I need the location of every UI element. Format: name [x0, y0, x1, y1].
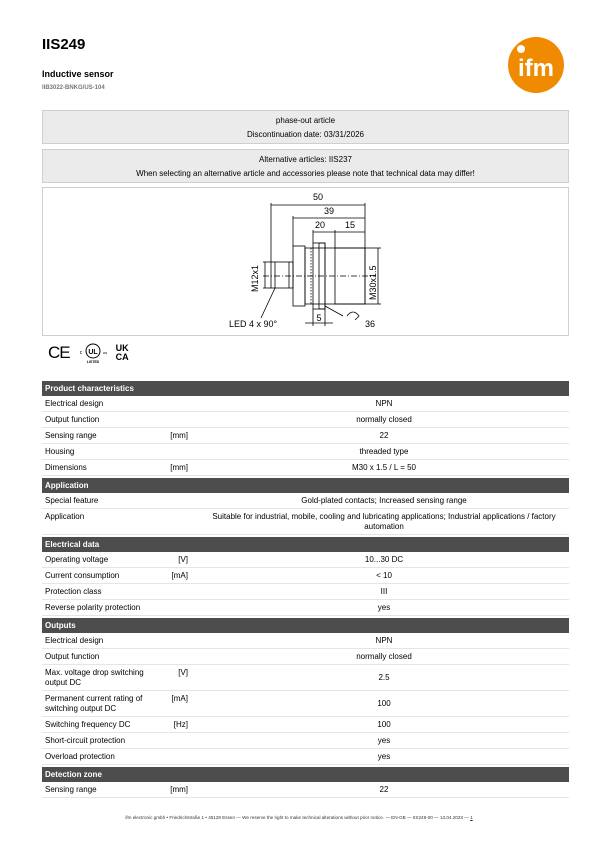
alternative-articles[interactable]: Alternative articles: IIS237	[259, 155, 352, 164]
spec-value: < 10	[376, 571, 392, 580]
alternative-note: When selecting an alternative article and accessories please note that technical data may differ!	[136, 169, 475, 178]
spec-row	[42, 460, 569, 476]
ce-mark: CE	[48, 343, 70, 362]
spec-row	[42, 665, 569, 691]
spec-unit: [V]	[178, 555, 188, 564]
spec-row	[42, 444, 569, 460]
article-number: IIB3022-BNKG/US-104	[42, 85, 105, 91]
spec-row	[42, 428, 569, 444]
ul-listed-mark	[78, 342, 108, 364]
spec-label: Electrical design	[45, 636, 104, 645]
spec-unit	[162, 749, 189, 764]
product-title: IIS249	[42, 36, 86, 53]
spec-value: normally closed	[356, 415, 412, 424]
spec-label: Reverse polarity protection	[45, 603, 141, 612]
wrench-icon	[347, 312, 359, 320]
spec-label: Output function	[45, 652, 100, 661]
section-header: Product characteristics	[42, 381, 569, 396]
dim-5: 5	[316, 313, 322, 323]
spec-label: Sensing range	[45, 431, 97, 440]
dim-50: 50	[312, 192, 324, 202]
dim-m12: M12x1	[250, 264, 260, 292]
dim-36: 36	[365, 319, 376, 329]
dim-20: 20	[314, 220, 326, 230]
dimension-drawing	[42, 187, 569, 336]
spec-label: Short-circuit protection	[45, 736, 126, 745]
spec-value: yes	[377, 752, 391, 761]
spec-unit	[162, 493, 189, 508]
spec-unit: [mm]	[170, 431, 188, 440]
spec-unit: [V]	[178, 668, 188, 677]
section-header: Application	[42, 478, 569, 493]
ifm-logo	[508, 37, 564, 93]
spec-row	[42, 600, 569, 616]
spec-unit: [mm]	[170, 463, 188, 472]
spec-unit: [mA]	[171, 694, 188, 703]
spec-label: Switching frequency DC	[45, 720, 131, 729]
spec-label: Current consumption	[45, 571, 120, 580]
spec-label: Sensing range	[45, 785, 97, 794]
spec-unit: [Hz]	[173, 720, 188, 729]
spec-unit	[162, 396, 189, 411]
ukca-mark	[116, 344, 129, 362]
spec-value: NPN	[375, 399, 393, 408]
spec-label: Protection class	[45, 587, 102, 596]
spec-label: Housing	[45, 447, 75, 456]
section-header: Electrical data	[42, 537, 569, 552]
spec-row	[42, 717, 569, 733]
spec-value: 100	[377, 720, 391, 729]
ukca-bottom: CA	[115, 352, 129, 362]
spec-value: NPN	[375, 636, 393, 645]
spec-value: 2.5	[378, 673, 390, 682]
spec-value: Gold-plated contacts; Increased sensing range	[301, 496, 467, 505]
spec-label: Output function	[45, 415, 100, 424]
spec-value: 22	[379, 785, 389, 794]
spec-value: threaded type	[359, 447, 409, 456]
spec-label: Overload protection	[45, 752, 115, 761]
section-header: Outputs	[42, 618, 569, 633]
ul-text: UL	[87, 349, 98, 356]
spec-label: Dimensions	[45, 463, 87, 472]
dim-39: 39	[323, 206, 335, 216]
ukca-top: UK	[115, 343, 129, 353]
spec-unit	[162, 633, 189, 648]
spec-row	[42, 633, 569, 649]
spec-unit	[162, 649, 189, 664]
spec-unit	[162, 584, 189, 599]
spec-row	[42, 649, 569, 665]
dim-m30: M30x1.5	[368, 265, 378, 300]
spec-label: Electrical design	[45, 399, 104, 408]
page-footer	[0, 815, 598, 820]
specifications-table	[42, 379, 569, 798]
page-number[interactable]: 1	[470, 815, 473, 820]
spec-label: Application	[45, 512, 85, 521]
spec-value: M30 x 1.5 / L = 50	[352, 463, 416, 472]
product-subtitle: Inductive sensor	[42, 69, 114, 79]
discontinuation-date: Discontinuation date: 03/31/2026	[247, 130, 364, 139]
dimension-drawing-svg	[43, 188, 570, 337]
spec-value: 100	[377, 699, 391, 708]
spec-value: Suitable for industrial, mobile, cooling and lubricating applications; Industrial applications / factory automation	[212, 512, 556, 531]
spec-value: III	[380, 587, 388, 596]
spec-label: Permanent current rating of switching output DC	[45, 694, 143, 713]
spec-unit	[162, 444, 189, 459]
spec-value: normally closed	[356, 652, 412, 661]
logo-text: ifm	[518, 55, 554, 82]
spec-row	[42, 749, 569, 765]
spec-value: 10...30 DC	[364, 555, 404, 564]
spec-row	[42, 733, 569, 749]
spec-value: 22	[379, 431, 389, 440]
spec-row	[42, 568, 569, 584]
section-header: Detection zone	[42, 767, 569, 782]
spec-row	[42, 493, 569, 509]
spec-label: Max. voltage drop switching output DC	[45, 668, 144, 687]
spec-unit	[162, 412, 189, 427]
phase-out-text: phase-out article	[275, 116, 336, 125]
spec-unit	[162, 600, 189, 615]
spec-value: yes	[377, 603, 391, 612]
spec-label: Special feature	[45, 496, 99, 505]
spec-row	[42, 396, 569, 412]
certification-marks	[48, 342, 129, 364]
led-label: LED 4 x 90°	[229, 319, 278, 329]
dim-15: 15	[344, 220, 356, 230]
spec-row	[42, 782, 569, 798]
spec-row	[42, 584, 569, 600]
spec-unit	[162, 733, 189, 748]
footer-text: ifm electronic gmbh • Friedrichstraße 1 • 45128 Essen — We reserve the right to make technical alterations without prior notice. — EN-GB — IIS249-00 — 13.04.2023 —	[125, 815, 469, 820]
spec-unit: [mm]	[170, 785, 188, 794]
spec-unit: [mA]	[171, 571, 188, 580]
spec-row	[42, 691, 569, 717]
spec-row	[42, 412, 569, 428]
ul-listed-text: LISTED	[86, 360, 99, 364]
spec-unit	[162, 509, 189, 534]
spec-label: Operating voltage	[45, 555, 109, 564]
ul-c-text: c	[79, 350, 82, 356]
ul-us-text: us	[102, 350, 107, 355]
spec-value: yes	[377, 736, 391, 745]
spec-row	[42, 552, 569, 568]
phase-out-notice	[42, 110, 569, 144]
spec-row	[42, 509, 569, 535]
alternative-notice	[42, 149, 569, 183]
